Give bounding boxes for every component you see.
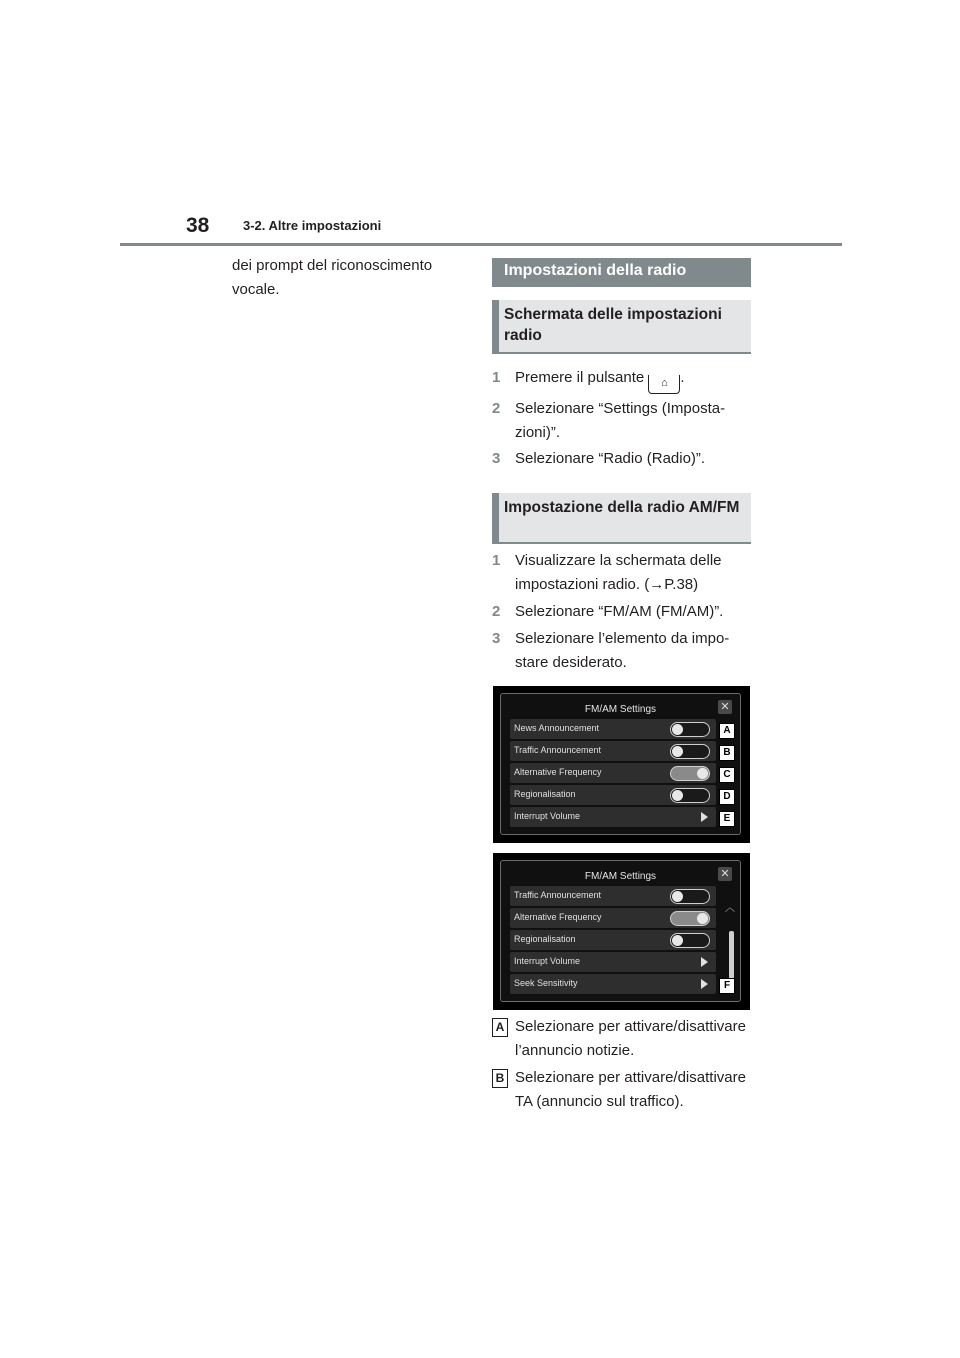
- row-traffic-announcement[interactable]: [510, 886, 716, 906]
- left-column-text: dei prompt del riconoscimento vocale.: [232, 257, 433, 298]
- settings-panel: [500, 860, 741, 1002]
- step-number: 3: [492, 450, 501, 467]
- home-icon: ⌂: [648, 375, 680, 394]
- step-number: 2: [492, 603, 501, 620]
- step-text: Visualizzare la schermata delle impostazioni radio. (→P.38): [515, 552, 722, 593]
- panel-title: FM/AM Settings: [584, 871, 657, 882]
- description-b: [492, 1066, 762, 1114]
- subheading-radio-settings-screen: Schermata delle impostazioni radio: [492, 300, 751, 354]
- panel-title: FM/AM Settings: [584, 704, 657, 715]
- toggle-switch[interactable]: [670, 911, 710, 926]
- row-label: Seek Sensitivity: [514, 978, 578, 988]
- step-number: 1: [492, 552, 501, 569]
- step-2-select-fm-am: [492, 600, 762, 624]
- callout-f: F: [719, 978, 735, 994]
- fm-am-settings-screen-2: [493, 853, 750, 1010]
- step-text: Selezionare l’elemento da impo-stare desiderato.: [515, 630, 730, 671]
- step-text: Premere il pulsante: [515, 369, 645, 386]
- row-interrupt-volume[interactable]: [510, 807, 716, 827]
- main-heading: Impostazioni della radio: [492, 258, 751, 287]
- step-number: 2: [492, 400, 501, 417]
- page-number: 38: [186, 214, 210, 237]
- step-3-select-item: [492, 627, 762, 675]
- row-news-announcement[interactable]: [510, 719, 716, 739]
- step-number: 3: [492, 630, 501, 647]
- toggle-switch[interactable]: [670, 722, 710, 737]
- row-label: Traffic Announcement: [514, 745, 602, 755]
- settings-panel: [500, 693, 741, 835]
- legend-box-b: B: [492, 1069, 508, 1088]
- callout-a: A: [719, 723, 735, 739]
- row-alternative-frequency[interactable]: [510, 763, 716, 783]
- row-label: Regionalisation: [514, 789, 576, 799]
- step-text: Selezionare “Settings (Imposta-zioni)”.: [515, 400, 726, 441]
- scrollbar[interactable]: [729, 931, 734, 979]
- row-alternative-frequency[interactable]: [510, 908, 716, 928]
- callout-d: D: [719, 789, 735, 805]
- row-traffic-announcement[interactable]: [510, 741, 716, 761]
- row-interrupt-volume[interactable]: [510, 952, 716, 972]
- chevron-right-icon: [701, 812, 708, 822]
- toggle-switch[interactable]: [670, 889, 710, 904]
- toggle-switch[interactable]: [670, 788, 710, 803]
- row-label: News Announcement: [514, 723, 600, 733]
- header-rule: [120, 243, 842, 246]
- step-text: Selezionare “FM/AM (FM/AM)”.: [515, 603, 724, 620]
- step-3-select-radio: [492, 447, 762, 471]
- step-1-press-home: [492, 366, 762, 394]
- legend-box-a: A: [492, 1018, 508, 1037]
- close-icon[interactable]: ✕: [718, 700, 732, 714]
- toggle-switch[interactable]: [670, 766, 710, 781]
- subheading-am-fm-settings: Impostazione della radio AM/FM: [492, 493, 751, 544]
- row-seek-sensitivity[interactable]: [510, 974, 716, 994]
- callout-e: E: [719, 811, 735, 827]
- scroll-up-icon[interactable]: ︿: [725, 903, 735, 914]
- step-2-select-settings: [492, 397, 762, 445]
- step-number: 1: [492, 369, 501, 386]
- description-text: Selezionare per attivare/disattivare TA (annuncio sul traffico).: [515, 1069, 746, 1110]
- row-label: Alternative Frequency: [514, 912, 602, 922]
- row-regionalisation[interactable]: [510, 930, 716, 950]
- toggle-switch[interactable]: [670, 933, 710, 948]
- row-label: Alternative Frequency: [514, 767, 602, 777]
- section-title: 3-2. Altre impostazioni: [243, 218, 382, 233]
- step-1-display-screen: [492, 549, 762, 597]
- step-suffix: .: [680, 369, 685, 386]
- callout-b: B: [719, 745, 735, 761]
- description-text: Selezionare per attivare/disattivare l’annuncio notizie.: [515, 1018, 746, 1059]
- step-text: Selezionare “Radio (Radio)”.: [515, 450, 706, 467]
- chevron-right-icon: [701, 979, 708, 989]
- row-label: Interrupt Volume: [514, 811, 581, 821]
- fm-am-settings-screen-1: [493, 686, 750, 843]
- row-label: Interrupt Volume: [514, 956, 581, 966]
- row-label: Traffic Announcement: [514, 890, 602, 900]
- toggle-switch[interactable]: [670, 744, 710, 759]
- row-regionalisation[interactable]: [510, 785, 716, 805]
- chevron-right-icon: [701, 957, 708, 967]
- row-label: Regionalisation: [514, 934, 576, 944]
- description-a: [492, 1015, 762, 1063]
- close-icon[interactable]: ✕: [718, 867, 732, 881]
- callout-c: C: [719, 767, 735, 783]
